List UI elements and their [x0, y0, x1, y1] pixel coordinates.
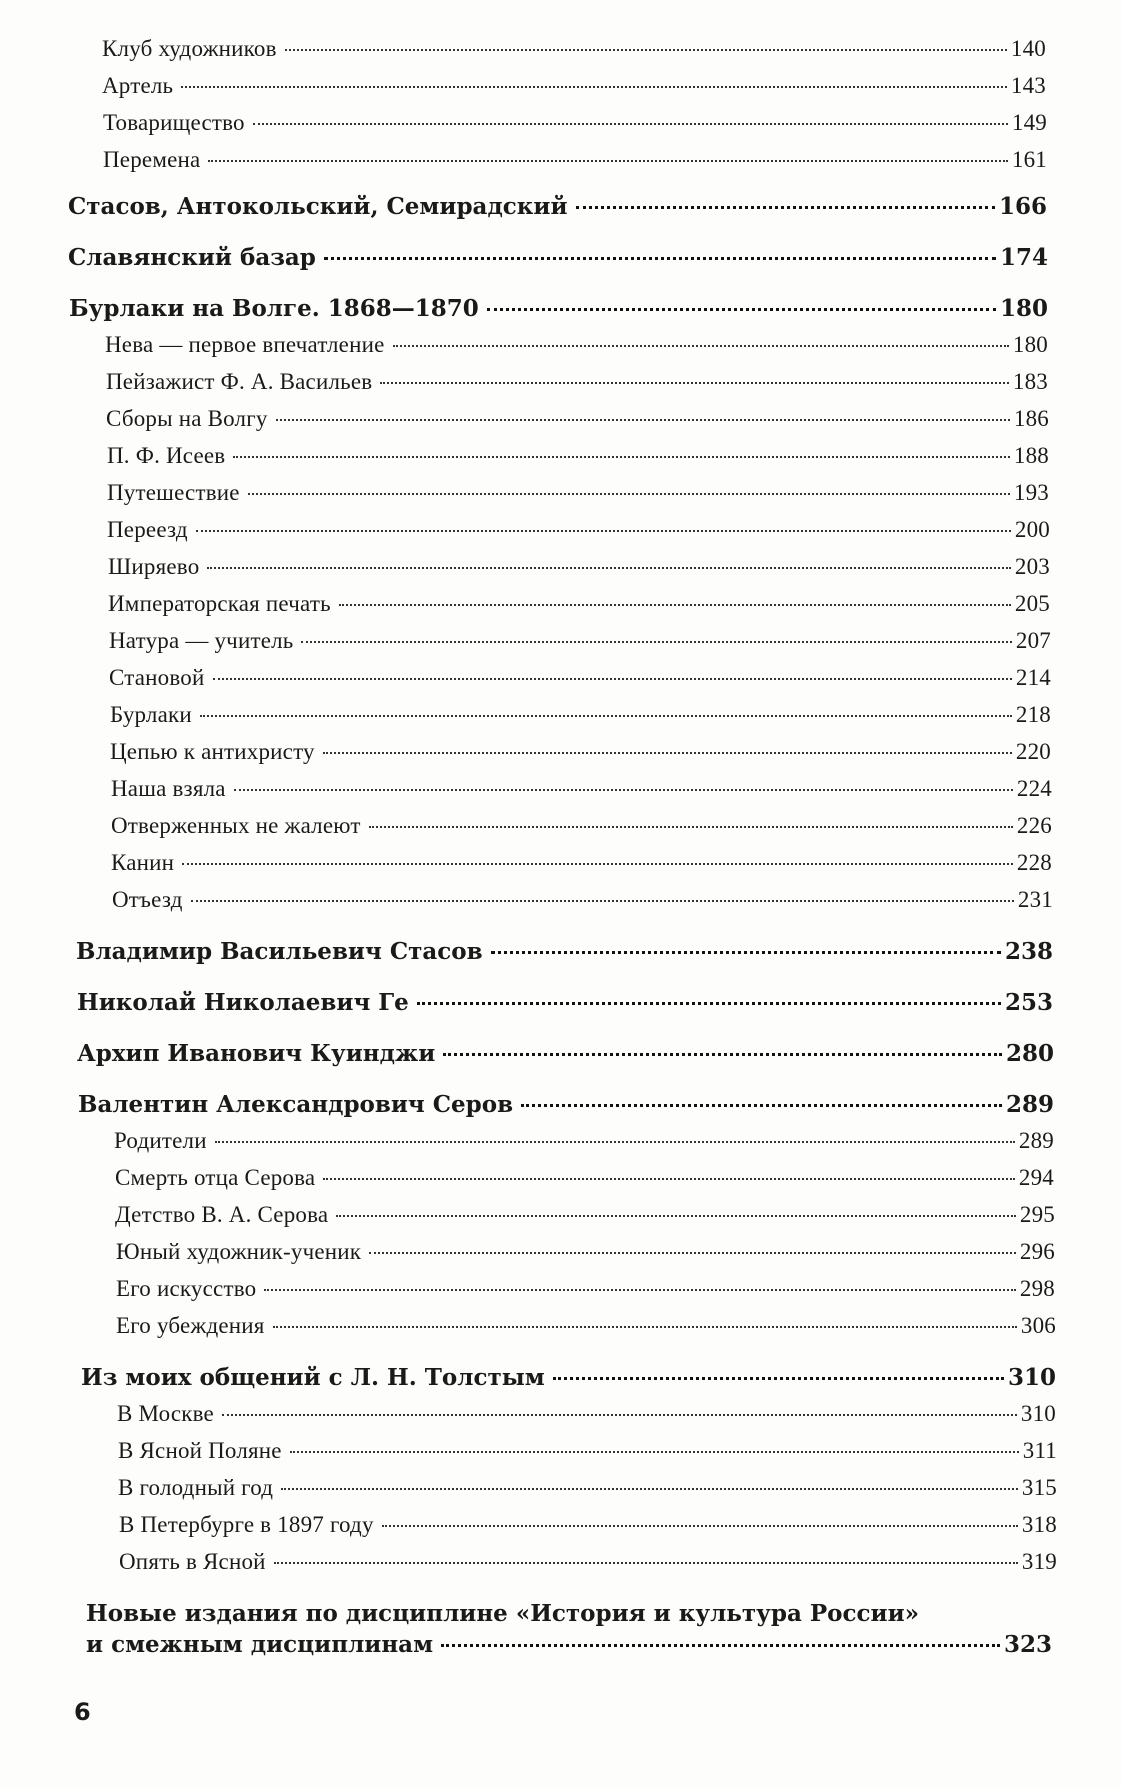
- toc-entry-page: 289: [1005, 1091, 1054, 1118]
- dot-leader: [369, 1252, 1016, 1254]
- toc-section-entry: [106, 406, 1049, 432]
- toc-chapter-entry: [77, 1040, 1054, 1067]
- toc-entry-title: Императорская печать: [108, 591, 331, 616]
- toc-entry-title: Смерть отца Серова: [115, 1165, 316, 1190]
- toc-entry-page: 231: [1017, 887, 1053, 912]
- toc-section-entry: [115, 1202, 1055, 1228]
- dot-leader: [324, 257, 996, 260]
- toc-section-entry: [110, 702, 1051, 728]
- toc-entry-page: 183: [1012, 369, 1048, 394]
- toc-section-entry: [116, 1276, 1055, 1302]
- toc-entry-page: 280: [1005, 1040, 1054, 1067]
- toc-section-entry: [108, 591, 1050, 617]
- toc-entry-page: 166: [998, 193, 1047, 220]
- toc-section-entry: [111, 776, 1052, 802]
- dot-leader: [290, 1451, 1019, 1453]
- dot-leader: [253, 123, 1008, 125]
- toc-section-entry: [118, 1475, 1057, 1501]
- toc-section-entry: [109, 665, 1051, 691]
- dot-leader: [441, 1644, 1000, 1647]
- dot-leader: [208, 160, 1007, 162]
- toc-entry-page: 228: [1016, 850, 1052, 875]
- toc-entry-page: 319: [1021, 1549, 1057, 1574]
- dot-leader: [196, 530, 1011, 532]
- toc-section-entry: [116, 1313, 1056, 1339]
- toc-entry-title: Канин: [111, 850, 175, 875]
- dot-leader: [274, 1562, 1018, 1564]
- dot-leader: [285, 49, 1007, 51]
- dot-leader: [233, 456, 1010, 458]
- toc-entry-title: Опять в Ясной: [119, 1549, 266, 1574]
- toc-entry-page: 310: [1020, 1401, 1056, 1426]
- toc-entry-page: 200: [1014, 517, 1050, 542]
- toc-entry-title: Владимир Васильевич Стасов: [76, 938, 483, 965]
- toc-section-entry: [107, 517, 1050, 543]
- toc-entry-page: 253: [1004, 989, 1053, 1016]
- dot-leader: [553, 1377, 1004, 1380]
- toc-entry-title: Родители: [114, 1128, 207, 1153]
- toc-entry-last-line: [86, 1631, 1052, 1658]
- toc-section-entry: [105, 332, 1048, 358]
- toc-chapter-entry: [77, 989, 1053, 1016]
- toc-entry-title: Его искусство: [116, 1276, 257, 1301]
- toc-entry-page: 294: [1018, 1165, 1054, 1190]
- toc-entry-title: Переезд: [107, 517, 188, 542]
- toc-entry-new-editions: [86, 1600, 1052, 1658]
- dot-leader: [301, 641, 1011, 643]
- toc-entry-page: 214: [1015, 665, 1051, 690]
- toc-section-entry: [117, 1401, 1056, 1427]
- dot-leader: [336, 1215, 1016, 1217]
- toc-entry-title: Ширяево: [108, 554, 200, 579]
- toc-section-entry: [108, 554, 1050, 580]
- toc-entry-title: Из моих общений с Л. Н. Толстым: [81, 1364, 545, 1391]
- toc-entry-title: Отверженных не жалеют: [111, 813, 361, 838]
- toc-section-entry: [111, 850, 1052, 876]
- toc-section-entry: [114, 1128, 1054, 1154]
- toc-entry-title: В голодный год: [118, 1475, 274, 1500]
- toc-entry-page: 174: [999, 244, 1048, 271]
- toc-entry-page: 318: [1021, 1512, 1057, 1537]
- toc-entry-title: Бурлаки на Волге. 1868—1870: [69, 295, 479, 322]
- toc-entry-page: 306: [1020, 1313, 1056, 1338]
- dot-leader: [443, 1053, 1002, 1056]
- dot-leader: [491, 951, 1001, 954]
- toc-entry-title: Отъезд: [112, 887, 183, 912]
- toc-entry-title: Его убеждения: [116, 1313, 265, 1338]
- toc-entry-title: Артель: [102, 73, 174, 98]
- toc-chapter-entry: [78, 1091, 1054, 1118]
- dot-leader: [191, 900, 1014, 902]
- dot-leader: [281, 1488, 1018, 1490]
- dot-leader: [382, 1525, 1018, 1527]
- toc-entry-page: 238: [1004, 938, 1053, 965]
- toc-entry-title: Николай Николаевич Ге: [77, 989, 409, 1016]
- dot-leader: [181, 86, 1007, 88]
- toc-entry-page: 193: [1013, 480, 1049, 505]
- toc-entry-title: Стасов, Антокольский, Семирадский: [68, 193, 568, 220]
- toc-entry-title: Становой: [109, 665, 205, 690]
- toc-entry-page: 315: [1021, 1475, 1057, 1500]
- dot-leader: [222, 1414, 1017, 1416]
- toc-section-entry: [119, 1549, 1057, 1575]
- toc-entry-title: Цепью к антихристу: [110, 739, 315, 764]
- toc-entry-page: 143: [1010, 73, 1046, 98]
- toc-entry-title: В Ясной Поляне: [118, 1438, 282, 1463]
- toc-section-entry: [110, 739, 1051, 765]
- toc-entry-page: 205: [1014, 591, 1050, 616]
- toc-entry-page: 298: [1019, 1276, 1055, 1301]
- toc-entry-page: 161: [1011, 147, 1047, 172]
- toc-entry-title-line1: Новые издания по дисциплине «История и культура России»: [86, 1600, 919, 1627]
- toc-chapter-entry: [68, 193, 1047, 220]
- toc-entry-title: В Москве: [117, 1401, 214, 1426]
- toc-section-entry: [111, 813, 1052, 839]
- dot-leader: [380, 382, 1009, 384]
- toc-chapter-entry: [76, 938, 1053, 965]
- toc-entry-title: Бурлаки: [110, 702, 192, 727]
- dot-leader: [215, 1141, 1015, 1143]
- dot-leader: [234, 789, 1013, 791]
- toc-entry-title: Славянский базар: [68, 244, 316, 271]
- toc-section-entry: [107, 480, 1049, 506]
- toc-entry-page: 188: [1013, 443, 1049, 468]
- toc-entry-page: 203: [1014, 554, 1050, 579]
- toc-entry-title: Юный художник-ученик: [116, 1239, 362, 1264]
- toc-section-entry: [106, 369, 1048, 395]
- toc-entry-title: Валентин Александрович Серов: [78, 1091, 514, 1118]
- toc-entry-page: 296: [1019, 1239, 1055, 1264]
- toc-section-entry: [116, 1239, 1055, 1265]
- toc-entry-title: Наша взяла: [111, 776, 226, 801]
- toc-entry-page: 218: [1015, 702, 1051, 727]
- dot-leader: [200, 715, 1012, 717]
- dot-leader: [273, 1326, 1017, 1328]
- toc-chapter-entry: [81, 1364, 1056, 1391]
- toc-entry-page: 224: [1016, 776, 1052, 801]
- toc-section-entry: [112, 887, 1053, 913]
- toc-entry-title: Натура — учитель: [109, 628, 294, 653]
- toc-entry-page: 220: [1015, 739, 1051, 764]
- dot-leader: [213, 678, 1012, 680]
- dot-leader: [521, 1104, 1002, 1107]
- dot-leader: [323, 752, 1012, 754]
- dot-leader: [248, 493, 1010, 495]
- toc-entry-title: Архип Иванович Куинджи: [77, 1040, 436, 1067]
- toc-section-entry: [118, 1438, 1057, 1464]
- toc-section-entry: [109, 628, 1051, 654]
- toc-entry-title-line2: и смежным дисциплинам: [86, 1631, 434, 1658]
- toc-entry-page: 226: [1016, 813, 1052, 838]
- toc-section-entry: [107, 443, 1049, 469]
- toc-entry-page: 180: [1012, 332, 1048, 357]
- dot-leader: [339, 604, 1011, 606]
- dot-leader: [207, 567, 1010, 569]
- toc-entry-page: 310: [1007, 1364, 1056, 1391]
- toc-section-entry: [102, 73, 1046, 99]
- toc-section-entry: [119, 1512, 1057, 1538]
- dot-leader: [369, 826, 1013, 828]
- toc-entry-page: 311: [1022, 1438, 1057, 1463]
- toc-entry-page: 323: [1003, 1631, 1052, 1658]
- toc-section-entry: [102, 36, 1046, 62]
- dot-leader: [487, 308, 996, 311]
- toc-entry-title: Детство В. А. Серова: [115, 1202, 329, 1227]
- page-number: 6: [74, 1698, 91, 1726]
- toc-entry-title: Перемена: [103, 147, 201, 172]
- toc-chapter-entry: [69, 295, 1048, 322]
- dot-leader: [323, 1178, 1015, 1180]
- toc-chapter-entry: [68, 244, 1048, 271]
- toc-entry-page: 149: [1011, 110, 1047, 135]
- dot-leader: [264, 1289, 1016, 1291]
- toc-entry-title: Пейзажист Ф. А. Васильев: [106, 369, 373, 394]
- toc-section-entry: [103, 147, 1047, 173]
- toc-entry-title: П. Ф. Исеев: [107, 443, 226, 468]
- toc-entry-page: 295: [1019, 1202, 1055, 1227]
- toc-entry-page: 289: [1018, 1128, 1054, 1153]
- dot-leader: [417, 1002, 1001, 1005]
- dot-leader: [276, 419, 1010, 421]
- toc-entry-title: В Петербурге в 1897 году: [119, 1512, 374, 1537]
- toc-entry-page: 207: [1015, 628, 1051, 653]
- toc-section-entry: [103, 110, 1047, 136]
- toc-entry-title: Клуб художников: [102, 36, 277, 61]
- toc-entry-title: Товарищество: [103, 110, 245, 135]
- dot-leader: [182, 863, 1013, 865]
- toc-entry-page: 180: [999, 295, 1048, 322]
- dot-leader: [576, 206, 995, 209]
- toc-entry-title: Путешествие: [107, 480, 240, 505]
- toc-entry-page: 140: [1010, 36, 1046, 61]
- toc-section-entry: [115, 1165, 1054, 1191]
- toc-entry-title: Нева — первое впечатление: [105, 332, 385, 357]
- dot-leader: [393, 345, 1009, 347]
- toc-entry-title: Сборы на Волгу: [106, 406, 268, 431]
- toc-entry-page: 186: [1013, 406, 1049, 431]
